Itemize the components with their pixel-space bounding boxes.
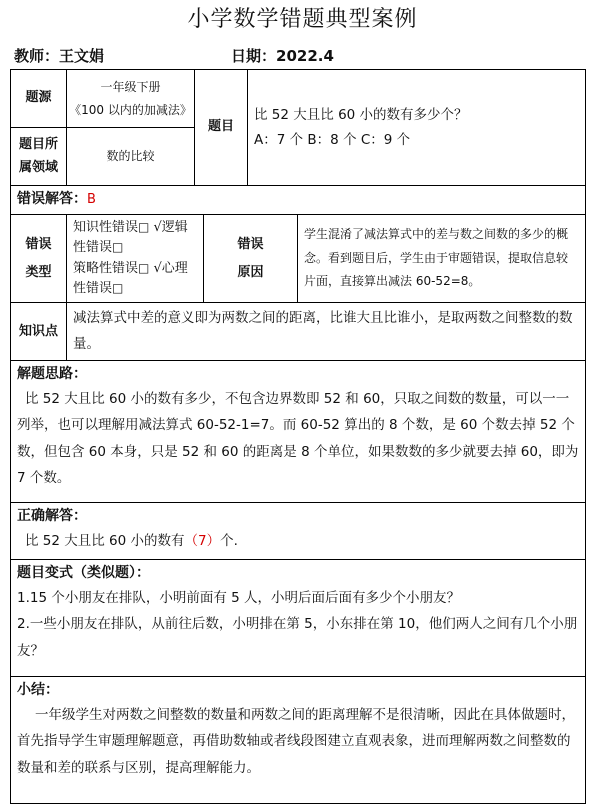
error-reason-text: 学生混淆了减法算式中的差与数之间数的多少的概念。看到题目后，学生由于审题错误，提取信息较片面，直接算出减法 60-52=8。 xyxy=(298,215,586,303)
summary-section xyxy=(11,677,586,804)
source-value xyxy=(67,70,195,128)
wrong-answer-label: 错误解答： xyxy=(17,191,87,208)
wrong-answer-row xyxy=(11,186,586,215)
case-table xyxy=(10,69,586,804)
correct-suffix: 个. xyxy=(220,532,238,549)
error-type-options xyxy=(67,215,204,303)
teacher-label: 教师： xyxy=(14,47,60,65)
date-field xyxy=(231,45,334,66)
teacher-field xyxy=(14,45,104,66)
error-type-row2 xyxy=(73,259,197,299)
knowledge-label: 知识点 xyxy=(11,303,67,361)
error-type-row1 xyxy=(73,218,197,258)
solution-section xyxy=(11,361,586,503)
question-text: 比 52 大且比 60 小的数有多少个？ xyxy=(254,106,468,123)
domain-value: 数的比较 xyxy=(67,128,195,186)
option-knowledge: 知识性错误 xyxy=(73,220,139,236)
option-logic-box: □ xyxy=(112,240,124,255)
source-label: 题源 xyxy=(11,70,67,128)
date-label: 日期： xyxy=(231,47,277,65)
knowledge-text: 减法算式中差的意义即为两数之间的距离，比谁大且比谁小，是取两数之间整数的数量。 xyxy=(67,303,586,361)
source-unit: 《100 以内的加减法》 xyxy=(69,102,192,117)
option-strategy-box: □ xyxy=(138,260,150,275)
error-type-label-line1: 错误 xyxy=(25,237,52,253)
option-logic-check: √ xyxy=(153,220,162,236)
error-reason-label xyxy=(204,215,298,303)
question-cell xyxy=(248,70,586,186)
correct-line xyxy=(17,528,579,554)
error-reason-label-line1: 错误 xyxy=(237,237,264,253)
option-knowledge-box: □ xyxy=(138,220,150,235)
correct-section xyxy=(11,503,586,560)
error-type-label-line2: 类型 xyxy=(25,264,52,280)
variant-item-1: 1.15 个小朋友在排队，小明前面有 5 人，小明后面后面有多少个小朋友？ xyxy=(17,589,461,606)
variants-section xyxy=(11,560,586,677)
variants-title: 题目变式（类似题）： xyxy=(17,565,150,582)
page-title: 小学数学错题典型案例 xyxy=(187,7,418,32)
option-psych-check: √ xyxy=(153,260,162,276)
question-options: A：7 个 B：8 个 C：9 个 xyxy=(254,131,411,148)
correct-prefix: 比 52 大且比 60 小的数有 xyxy=(25,532,185,549)
domain-label-line2: 属领域 xyxy=(18,159,58,175)
option-logic: 逻辑性错误 xyxy=(73,220,188,256)
correct-title: 正确解答： xyxy=(17,508,87,525)
solution-title: 解题思路： xyxy=(17,366,87,383)
domain-label-line1: 题目所 xyxy=(18,136,58,152)
option-psych-box: □ xyxy=(112,280,124,295)
solution-text: 比 52 大且比 60 小的数有多少，不包含边界数即 52 和 60，只取之间数的数量，可以一一列举，也可以理解用减法算式 60-52-1=7。而 60-52 算出的 8 个数，是 60 个数去掉 52 个数，但包含 60 本身，只是 52 和 60 的距离是 8 个单位，如果数数的多少就要去掉 60，即为 7 个数。 xyxy=(17,390,579,486)
source-grade: 一年级下册 xyxy=(100,79,161,94)
error-type-label xyxy=(11,215,67,303)
variant-item-2: 2.一些小朋友在排队，从前往后数，小明排在第 5，小东排在第 10，他们两人之间有几个小朋友？ xyxy=(17,616,578,659)
summary-title: 小结： xyxy=(17,682,59,699)
wrong-answer-value: B xyxy=(87,192,96,208)
summary-text: 一年级学生对两数之间整数的数量和两数之间的距离理解不是很清晰，因此在具体做题时，首先指导学生审题理解题意，再借助数轴或者线段图建立直观表象，进而理解两数之间整数的数量和差的联系与区别，提高理解能力。 xyxy=(17,706,575,776)
error-reason-label-line2: 原因 xyxy=(237,264,264,280)
question-label: 题目 xyxy=(195,70,248,186)
domain-label xyxy=(11,128,67,186)
option-strategy: 策略性错误 xyxy=(73,260,139,276)
option-psych: 心理性错误 xyxy=(73,260,188,296)
correct-answer: （7） xyxy=(184,532,221,549)
date-value: 2022.4 xyxy=(276,47,334,65)
teacher-name: 王文娟 xyxy=(59,47,105,65)
